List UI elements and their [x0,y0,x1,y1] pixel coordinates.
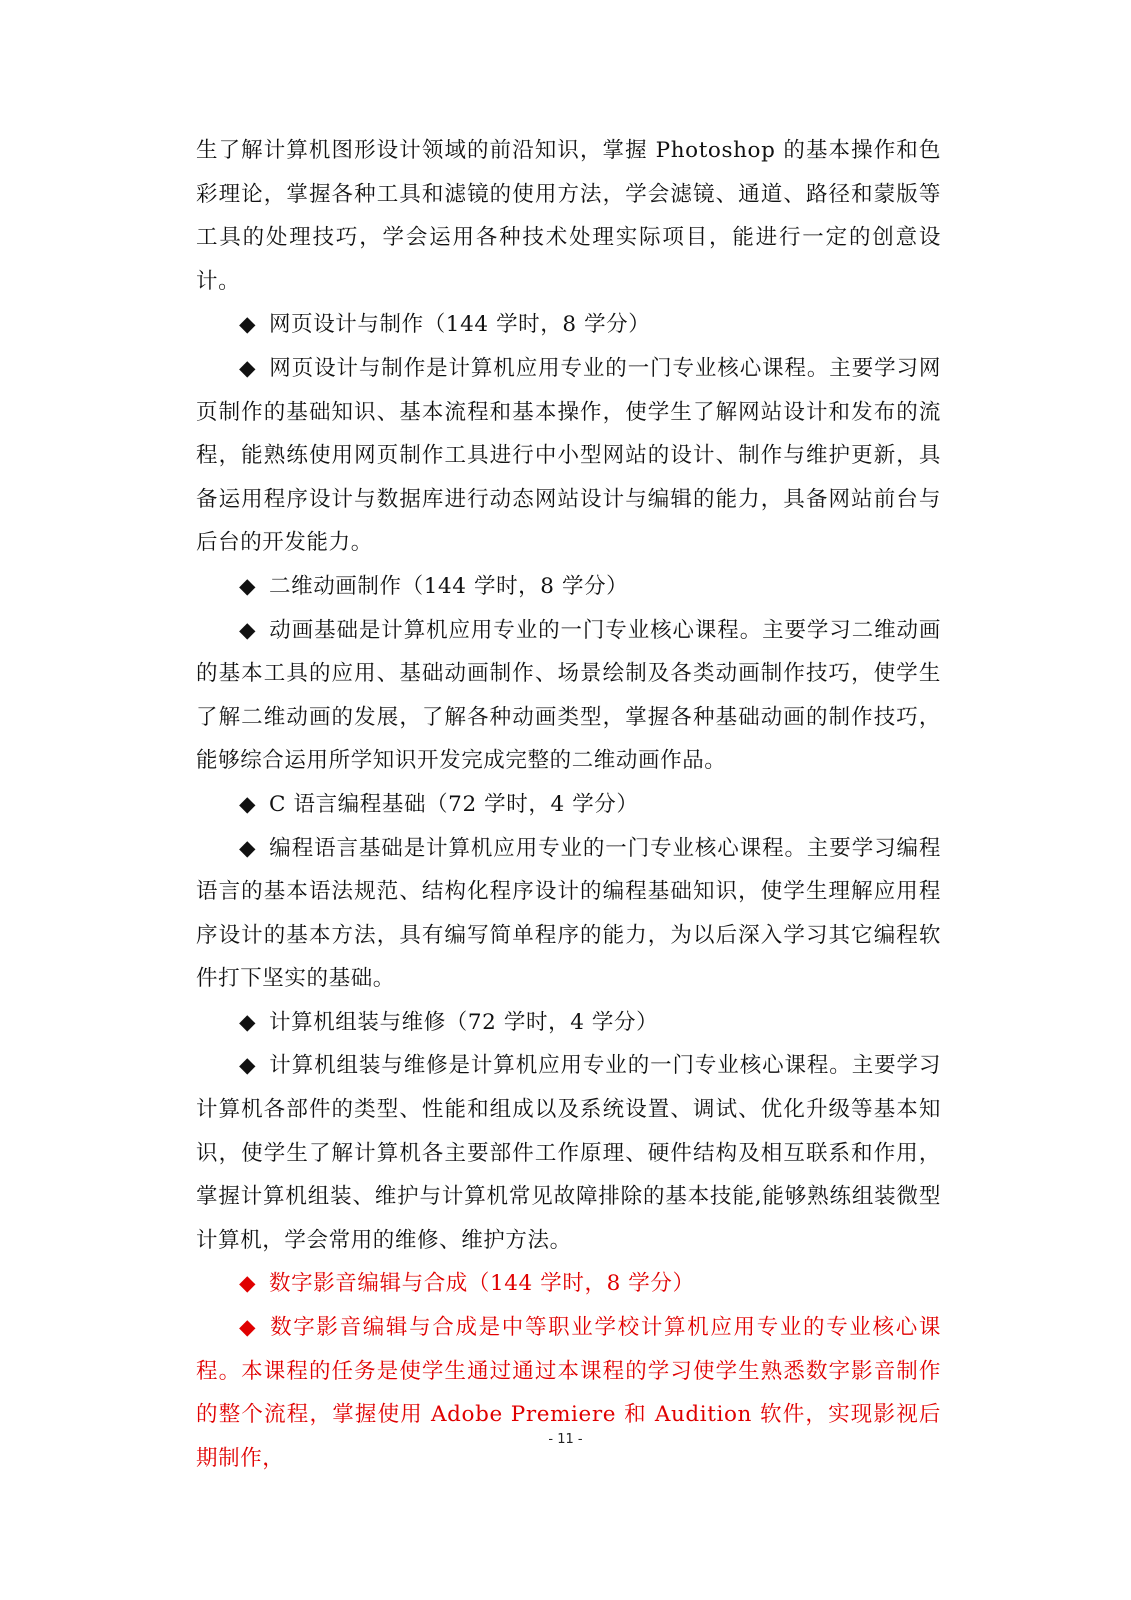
diamond-bullet-icon: ◆ [239,355,257,381]
course-description-text: 计算机组装与维修是计算机应用专业的一门专业核心课程。主要学习计算机各部件的类型、性能和组成以及系统设置、调试、优化升级等基本知识，使学生了解计算机各主要部件工作原理、硬件结构及相互联系和作用，掌握计算机组装、维护与计算机常见故障排除的基本技能,能够熟练组装微型计算机，学会常用的维修、维护方法。 [196,1053,941,1253]
course-description-digital-media [196,1306,941,1480]
course-heading-text: 计算机组装与维修（72 学时，4 学分） [269,1009,659,1035]
page-number: - 11 - [548,1432,583,1447]
course-description-c-language [196,827,941,1001]
diamond-bullet-icon: ◆ [239,835,257,861]
course-description-text: 动画基础是计算机应用专业的一门专业核心课程。主要学习二维动画的基本工具的应用、基础动画制作、场景绘制及各类动画制作技巧，使学生了解二维动画的发展，了解各种动画类型，掌握各种基础动画的制作技巧，能够综合运用所学知识开发完成完整的二维动画作品。 [196,617,941,774]
paragraph-photoshop: 生了解计算机图形设计领域的前沿知识，掌握 Photoshop 的基本操作和色彩理论，掌握各种工具和滤镜的使用方法，学会滤镜、通道、路径和蒙版等工具的处理技巧，学会运用各种技术处理实际项目，能进行一定的创意设计。 [196,138,941,294]
course-description-text: 数字影音编辑与合成是中等职业学校计算机应用专业的专业核心课程。本课程的任务是使学生通过通过本课程的学习使学生熟悉数字影音制作的整个流程，掌握使用 Adobe Premiere 和 Audition 软件，实现影视后期制作， [196,1315,941,1471]
diamond-bullet-icon: ◆ [239,1315,257,1341]
course-heading-text: 数字影音编辑与合成（144 学时，8 学分） [269,1271,695,1297]
course-heading-2d-animation [196,565,941,609]
course-description-2d-animation [196,609,941,783]
course-heading-c-language [196,783,941,827]
diamond-bullet-icon: ◆ [239,1009,257,1035]
page-body [196,129,941,1480]
course-description-text: 编程语言基础是计算机应用专业的一门专业核心课程。主要学习编程语言的基本语法规范、结构化程序设计的编程基础知识，使学生理解应用程序设计的基本方法，具有编写简单程序的能力，为以后深入学习其它编程软件打下坚实的基础。 [196,835,941,992]
diamond-bullet-icon: ◆ [239,1271,257,1297]
diamond-bullet-icon: ◆ [239,617,257,643]
course-heading-text: 网页设计与制作（144 学时，8 学分） [269,312,651,338]
diamond-bullet-icon: ◆ [239,573,257,599]
course-description-hardware [196,1044,941,1262]
diamond-bullet-icon: ◆ [239,312,257,338]
course-heading-digital-media [196,1262,941,1306]
course-heading-text: 二维动画制作（144 学时，8 学分） [269,573,629,599]
course-heading-web-design [196,303,941,347]
course-description-web-design [196,347,941,565]
diamond-bullet-icon: ◆ [239,791,257,817]
course-description-text: 网页设计与制作是计算机应用专业的一门专业核心课程。主要学习网页制作的基础知识、基本流程和基本操作，使学生了解网站设计和发布的流程，能熟练使用网页制作工具进行中小型网站的设计、制作与维护更新，具备运用程序设计与数据库进行动态网站设计与编辑的能力，具备网站前台与后台的开发能力。 [196,355,941,556]
diamond-bullet-icon: ◆ [239,1053,257,1079]
course-heading-text: C 语言编程基础（72 学时，4 学分） [269,791,639,817]
course-heading-hardware [196,1001,941,1045]
